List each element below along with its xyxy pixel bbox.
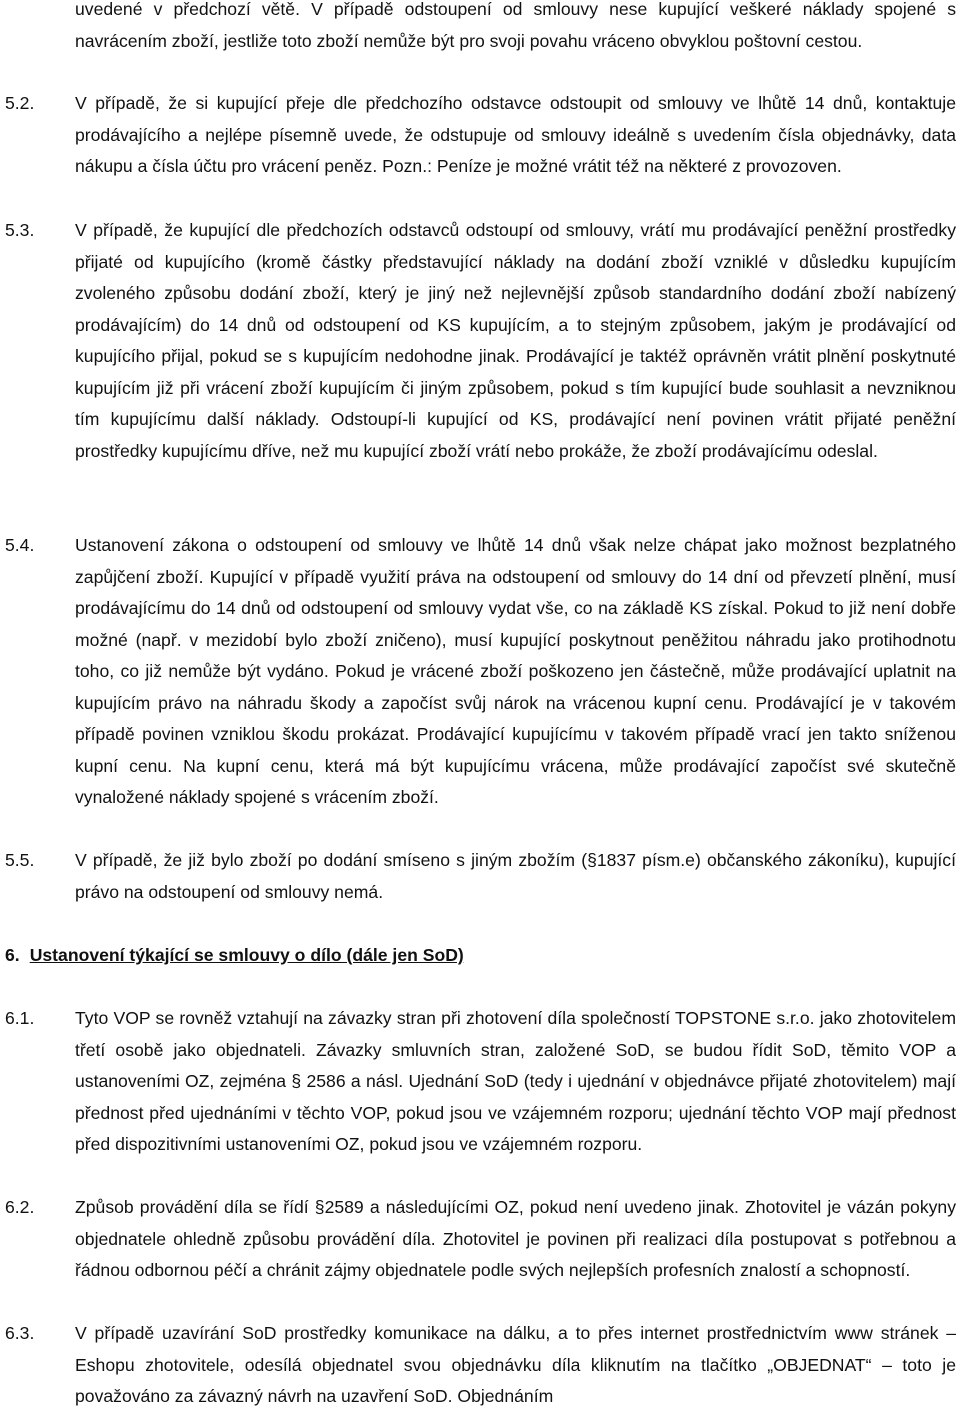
paragraph-5-5: V případě, že již bylo zboží po dodání smíseno s jiným zbožím (§1837 písm.e) občanského zákoníku), kupující právo na odstoupení od smlouvy nemá.	[75, 850, 956, 902]
section-number-6-3: 6.3.	[5, 1323, 35, 1343]
paragraph-5-3: V případě, že kupující dle předchozích odstavců odstoupí od smlouvy, vrátí mu prodávající peněžní prostředky přijaté od kupujícího (kromě částky představující náklady na dodání zboží vzniklé v důsledku kupujícím zvoleného způsobu dodání zboží, který je jiný než nejlevnější způsob standardního dodání zboží nabízený prodávajícím) do 14 dnů od odstoupení od KS kupujícím, a to stejným způsobem, jakým je prodávající od kupujícího přijal, pokud se s kupujícím nedohodne jinak. Prodávající je taktéž oprávněn vrátit plnění poskytnuté kupujícím již při vrácení zboží kupujícím či jiným způsobem, pokud s tím kupující bude souhlasit a nevzniknou tím kupujícímu další náklady. Odstoupí-li kupující od KS, prodávající není povinen vrátit přijaté peněžní prostředky kupujícímu dříve, než mu kupující zboží vrátí nebo prokáže, že zboží prodávajícímu odeslal.	[75, 220, 956, 461]
section-number-5-3: 5.3.	[5, 220, 35, 240]
section-number-5-2: 5.2.	[5, 93, 35, 113]
paragraph-5-2: V případě, že si kupující přeje dle předchozího odstavce odstoupit od smlouvy ve lhůtě 14 dnů, kontaktuje prodávajícího a nejlépe písemně uvede, že odstupuje od smlouvy ideálně s uvedením čísla objednávky, data nákupu a čísla účtu pro vrácení peněz. Pozn.: Peníze je možné vrátit též na některé z provozoven.	[75, 93, 956, 176]
paragraph-continuation: uvedené v předchozí větě. V případě odstoupení od smlouvy nese kupující veškeré náklady spojené s navrácením zboží, jestliže toto zboží nemůže být pro svoji povahu vráceno obvyklou poštovní cestou.	[75, 0, 956, 51]
heading-title: Ustanovení týkající se smlouvy o dílo (dále jen SoD)	[29, 945, 464, 965]
heading-number: 6.	[5, 945, 20, 965]
section-heading-6	[5, 940, 464, 972]
paragraph-5-4: Ustanovení zákona o odstoupení od smlouvy ve lhůtě 14 dnů však nelze chápat jako možnost bezplatného zapůjčení zboží. Kupující v případě využití práva na odstoupení od smlouvy do 14 dní od převzetí plnění, musí prodávajícímu do 14 dnů od odstoupení od smlouvy vydat vše, co na základě KS získal. Pokud to již není dobře možné (např. v mezidobí bylo zboží zničeno), musí kupující poskytnout peněžitou náhradu jako protihodnotu toho, co již nemůže být vydáno. Pokud je vrácené zboží poškozeno jen částečně, může prodávající uplatnit na kupujícím právo na náhradu škody a započíst svůj nárok na vrácenou kupní cenu. Prodávající je v takovém případě povinen vzniklou škodu prokázat. Prodávající kupujícímu v takovém případě vrací jen takto sníženou kupní cenu. Na kupní cenu, která má být kupujícímu vrácena, může prodávající započíst své skutečně vynaložené náklady spojené s vrácením zboží.	[75, 535, 956, 807]
paragraph-6-3: V případě uzavírání SoD prostředky komunikace na dálku, a to přes internet prostřednictvím www stránek – Eshopu zhotovitele, odesílá objednatel svou objednávku díla kliknutím na tlačítko „OBJEDNAT“ – toto je považováno za závazný návrh na uzavření SoD. Objednáním	[75, 1323, 956, 1406]
section-number-6-1: 6.1.	[5, 1008, 35, 1028]
section-number-5-4: 5.4.	[5, 535, 35, 555]
section-number-6-2: 6.2.	[5, 1197, 35, 1217]
section-number-5-5: 5.5.	[5, 850, 35, 870]
paragraph-6-1: Tyto VOP se rovněž vztahují na závazky stran při zhotovení díla společností TOPSTONE s.r.o. jako zhotovitelem třetí osobě jako objednateli. Závazky smluvních stran, založené SoD, se budou řídit SoD, těmito VOP a ustanoveními OZ, zejména § 2586 a násl. Ujednání SoD (tedy i ujednání v objednávce přijaté zhotovitelem) mají přednost před ujednáními v těchto VOP, pokud jsou ve vzájemném rozporu; ujednání těchto VOP mají přednost před dispozitivními ustanoveními OZ, pokud jsou ve vzájemném rozporu.	[75, 1008, 956, 1154]
paragraph-6-2: Způsob provádění díla se řídí §2589 a následujícími OZ, pokud není uvedeno jinak. Zhotovitel je vázán pokyny objednatele ohledně způsobu provádění díla. Zhotovitel je povinen při realizaci díla postupovat s potřebnou a řádnou odbornou péčí a chránit zájmy objednatele podle svých nejlepších profesních znalostí a schopností.	[75, 1197, 956, 1280]
